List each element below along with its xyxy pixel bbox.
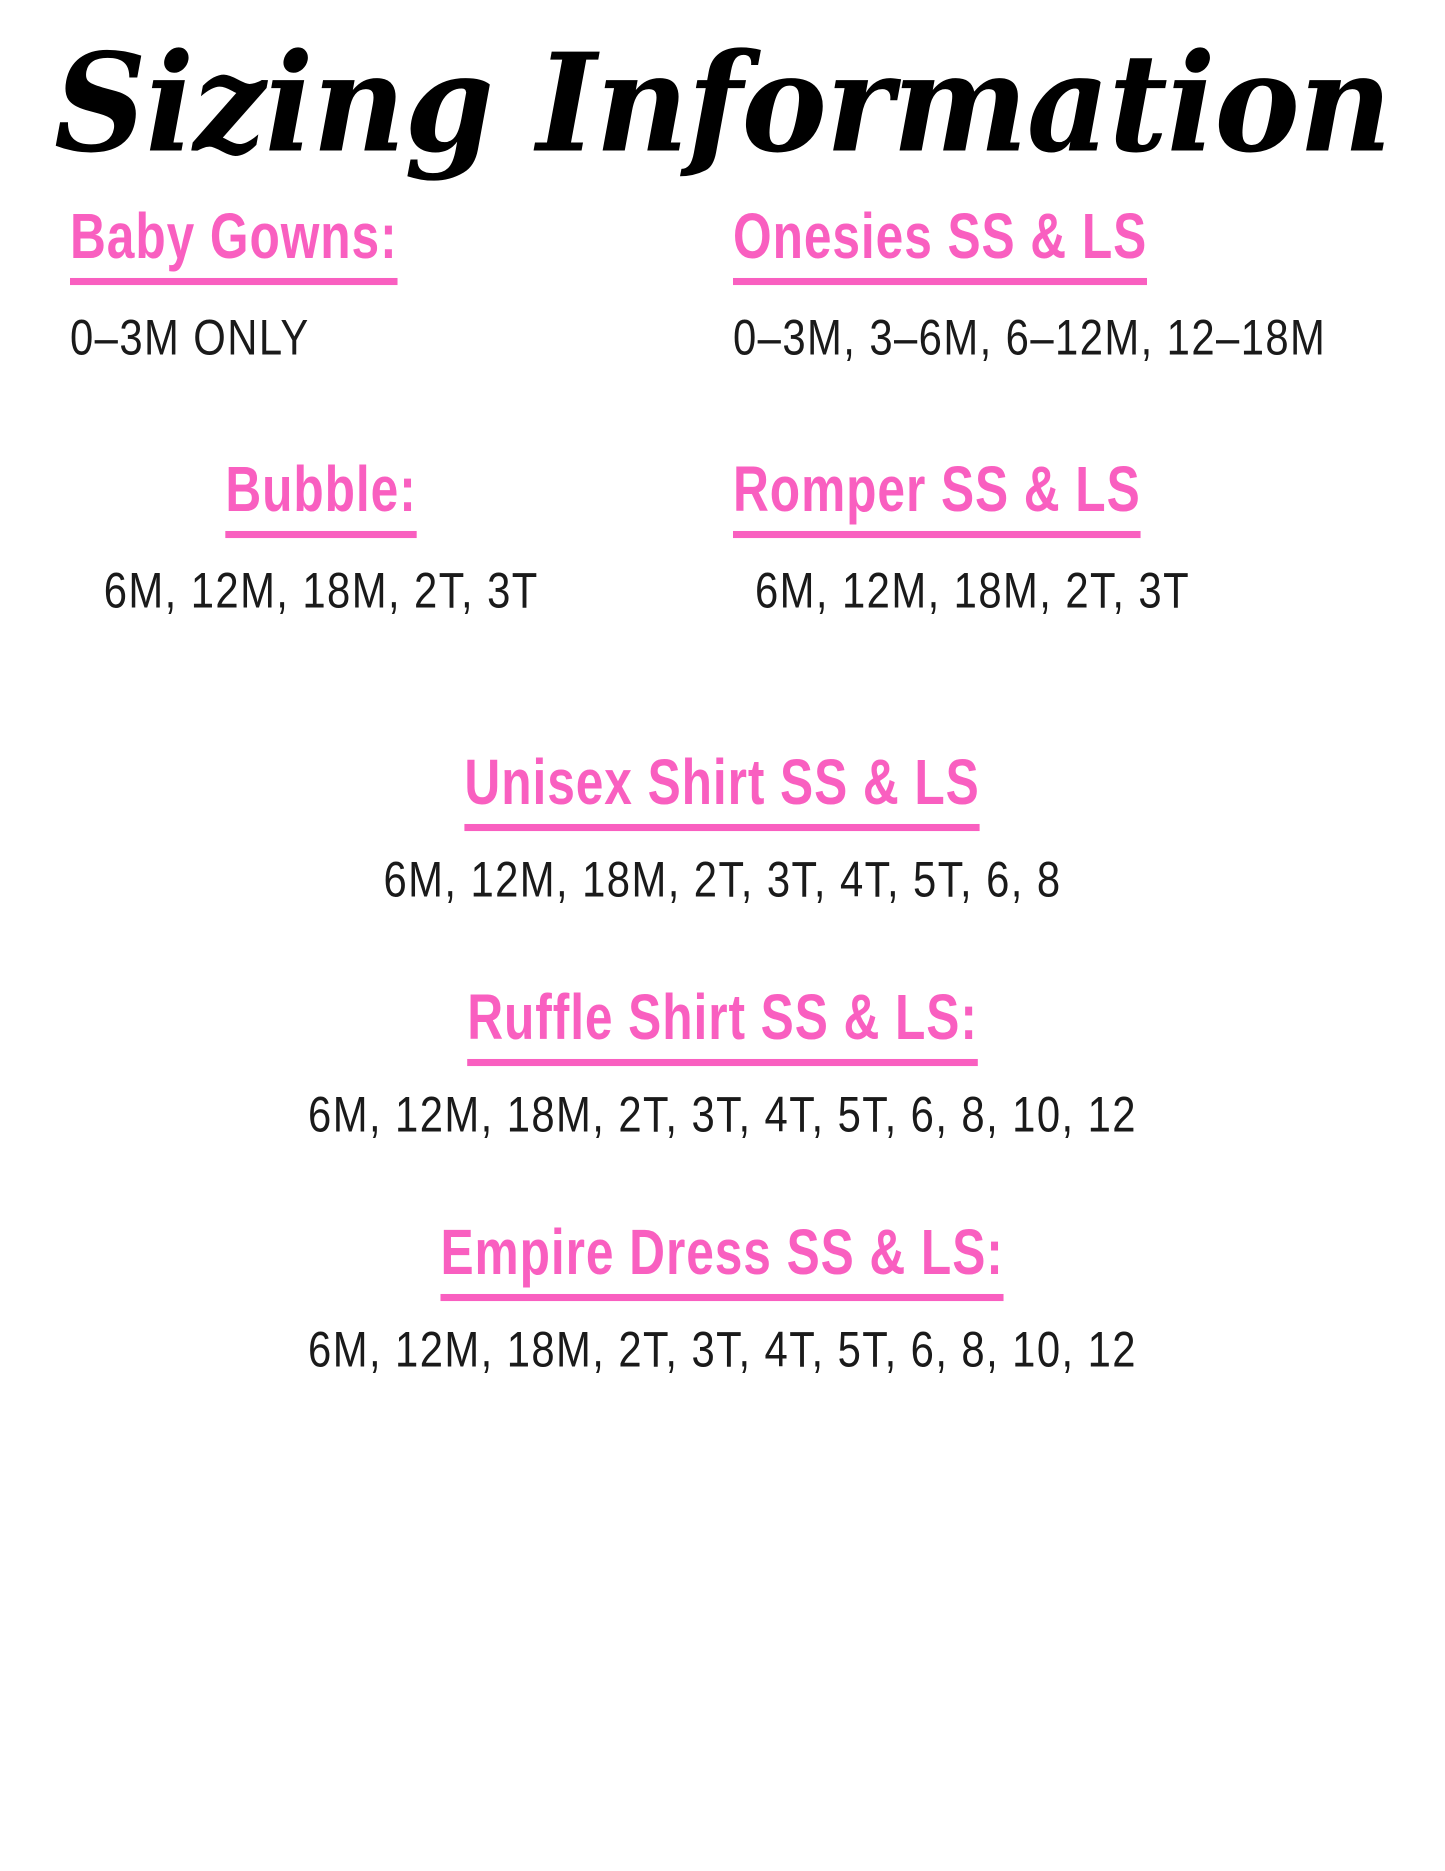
bubble-sizes: 6M, 12M, 18M, 2T, 3T [103, 562, 539, 619]
romper-heading: Romper SS & LS [733, 457, 1141, 538]
empire-dress-sizes: 6M, 12M, 18M, 2T, 3T, 4T, 5T, 6, 8, 10, 12 [308, 1321, 1137, 1378]
empire-dress-heading: Empire Dress SS & LS: [441, 1220, 1004, 1301]
ruffle-shirt-heading: Ruffle Shirt SS & LS: [467, 985, 978, 1066]
onesies-sizes: 0–3M, 3–6M, 6–12M, 12–18M [732, 309, 1326, 366]
baby-gowns-heading: Baby Gowns: [70, 204, 398, 285]
bubble-heading: Bubble: [226, 457, 417, 538]
onesies-heading: Onesies SS & LS [733, 204, 1147, 285]
unisex-shirt-heading: Unisex Shirt SS & LS [465, 750, 980, 831]
section-ruffle-shirt [0, 982, 1445, 1143]
section-baby-gowns [70, 201, 723, 366]
section-unisex-shirt [0, 747, 1445, 908]
unisex-shirt-sizes: 6M, 12M, 18M, 2T, 3T, 4T, 5T, 6, 8 [383, 851, 1062, 908]
left-column [40, 201, 723, 619]
section-empire-dress [0, 1217, 1445, 1378]
page-title: Sizing Information [54, 24, 1391, 184]
section-bubble [70, 454, 723, 619]
top-two-column-block [0, 201, 1445, 619]
romper-sizes: 6M, 12M, 18M, 2T, 3T [754, 562, 1190, 619]
ruffle-shirt-sizes: 6M, 12M, 18M, 2T, 3T, 4T, 5T, 6, 8, 10, 12 [308, 1086, 1137, 1143]
baby-gowns-sizes: 0–3M ONLY [70, 309, 310, 366]
section-romper [732, 454, 1406, 619]
section-onesies [732, 201, 1406, 366]
right-column [723, 201, 1406, 619]
